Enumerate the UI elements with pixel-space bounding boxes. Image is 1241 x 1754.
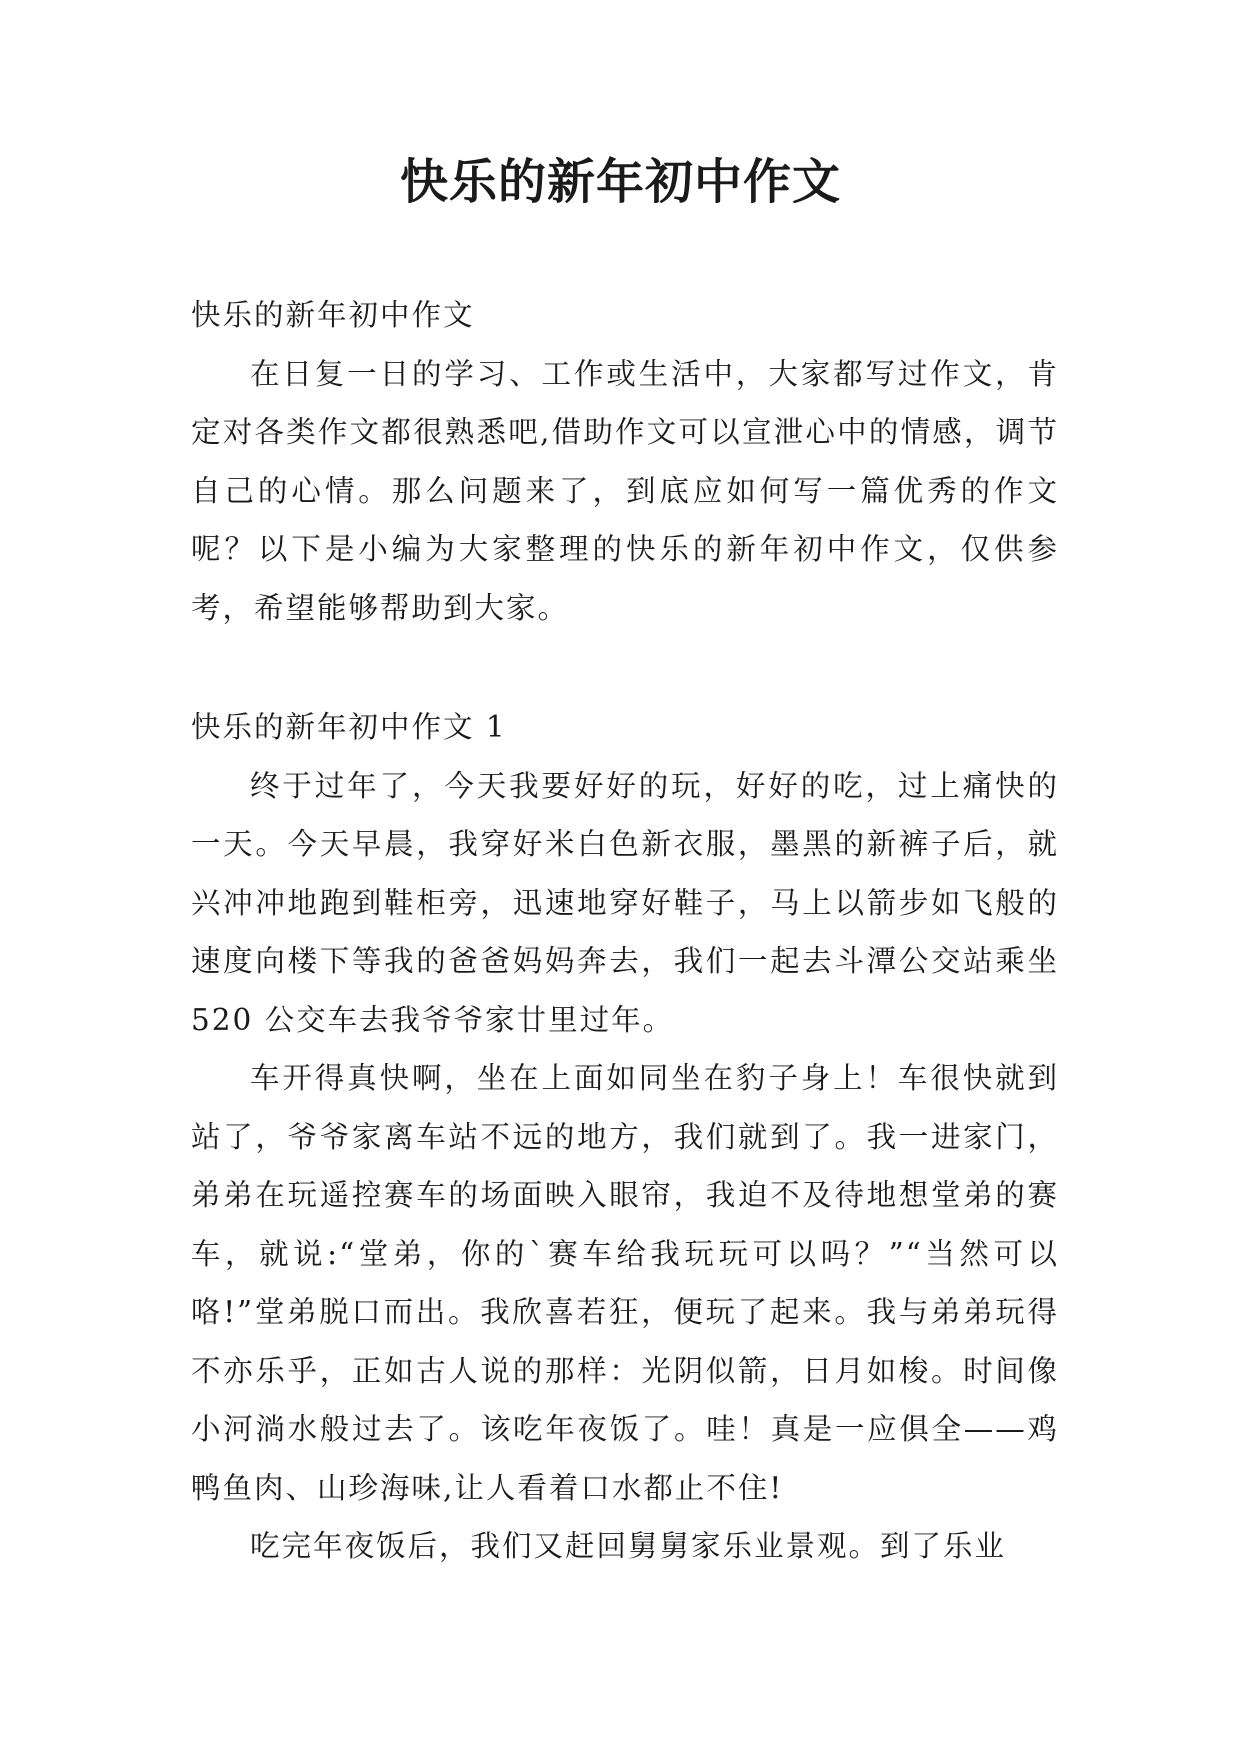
- intro-heading: 快乐的新年初中作文: [191, 298, 475, 332]
- essay-1-heading: 快乐的新年初中作文 1: [191, 710, 507, 744]
- essay-1-paragraph-2: 车开得真快啊，坐在上面如同坐在豹子身上！车很快就到站了，爷爷家离车站不远的地方，我们就到了。我一进家门，弟弟在玩遥控赛车的场面映入眼帘，我迫不及待地想堂弟的赛车，就说:“堂弟，你的`赛车给我玩玩可以吗？”“当然可以咯!”堂弟脱口而出。我欣喜若狂，便玩了起来。我与弟弟玩得不亦乐乎，正如古人说的那样：光阴似箭，日月如梭。时间像小河淌水般过去了。该吃年夜饭了。哇！真是一应俱全——鸡鸭鱼肉、山珍海味,让人看着口水都止不住!: [191, 1061, 1059, 1505]
- document-title: 快乐的新年初中作文: [399, 154, 841, 210]
- intro-section: [191, 286, 1059, 637]
- essay-1-section: [191, 698, 1059, 1576]
- essay-1-paragraph-3: 吃完年夜饭后，我们又赶回舅舅家乐业景观。到了乐业: [250, 1529, 1007, 1563]
- essay-1-paragraph-1: 终于过年了，今天我要好好的玩，好好的吃，过上痛快的一天。今天早晨，我穿好米白色新衣服，墨黑的新裤子后，就兴冲冲地跑到鞋柜旁，迅速地穿好鞋子，马上以箭步如飞般的速度向楼下等我的爸爸妈妈奔去，我们一起去斗潭公交站乘坐 520 公交车去我爷爷家廿里过年。: [191, 768, 1059, 1037]
- intro-paragraph: 在日复一日的学习、工作或生活中，大家都写过作文，肯定对各类作文都很熟悉吧,借助作文可以宣泄心中的情感，调节自己的心情。那么问题来了，到底应如何写一篇优秀的作文呢？以下是小编为大家整理的快乐的新年初中作文，仅供参考，希望能够帮助到大家。: [191, 356, 1059, 625]
